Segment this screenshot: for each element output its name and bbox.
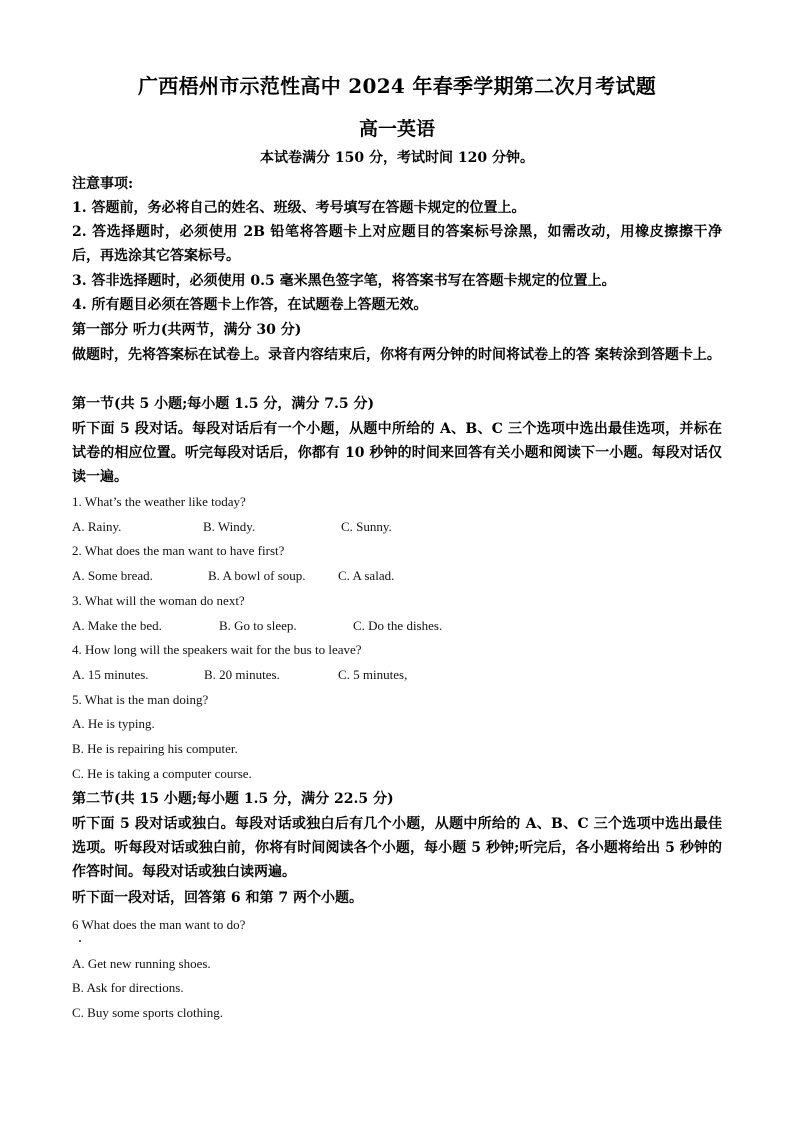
question-6-option-c: C. Buy some sports clothing. [72,1005,223,1020]
notes-item-1: 1. 答题前，务必将自己的姓名、班级、考号填写在答题卡规定的位置上。 [72,200,526,216]
part1-intro: 做题时，先将答案标在试卷上。录音内容结束后，你将有两分钟的时间将试卷上的答 案转涂到答题卡上。 [72,347,721,363]
question-5-option-b: B. He is repairing his computer. [72,741,238,756]
section2-intro: 听下面 5 段对话或独白。每段对话或独白后有几个小题，从题中所给的 A、B、C 三个选项中选出最佳选项。听每段对话或独白前，你将有时间阅读各个小题，每小题 5 秒钟;听完后，各小题将给出 5 秒钟的作答时间。每段对话或独白读两遍。 [72,816,722,880]
section1-intro: 听下面 5 段对话。每段对话后有一个小题，从题中所给的 A、B、C 三个选项中选出最佳选项，并标在试卷的相应位置。听完每段对话后，你都有 10 秒钟的时间来回答有关小题和阅读下一小题。每段对话仅读一遍。 [72,421,722,485]
question-3-stem: 3. What will the woman do next? [72,593,245,608]
question-2-option-c: C. A salad. [338,568,395,583]
section1-heading: 第一节(共 5 小题;每小题 1.5 分，满分 7.5 分) [72,396,375,412]
question-1-option-b: B. Windy. [203,519,256,534]
question-3-option-c: C. Do the dishes. [353,618,443,633]
question-3-option-b: B. Go to sleep. [219,618,297,633]
question-4-option-b: B. 20 minutes. [204,667,280,682]
exam-info: 本试卷满分 150 分，考试时间 120 分钟。 [260,150,534,166]
question-4-option-a: A. 15 minutes. [72,667,149,682]
question-6-stem: 6 What does the man want to do? [72,917,246,932]
question-6-option-a: A. Get new running shoes. [72,956,211,971]
question-6-option-b: B. Ask for directions. [72,980,184,995]
stray-dot [79,940,81,942]
question-2-stem: 2. What does the man want to have first? [72,543,285,558]
notes-item-3: 3. 答非选择题时，必须使用 0.5 毫米黑色签字笔，将答案书写在答题卡规定的位置上。 [72,273,616,289]
question-4-stem: 4. How long will the speakers wait for the bus to leave? [72,642,362,657]
notes-item-4: 4. 所有题目必须在答题卡上作答，在试题卷上答题无效。 [72,297,428,313]
question-1-stem: 1. What’s the weather like today? [72,494,246,509]
notes-item-2: 2. 答选择题时，必须使用 2B 铅笔将答题卡上对应题目的答案标号涂黑，如需改动，用橡皮擦擦干净后，再选涂其它答案标号。 [72,224,722,264]
exam-subject: 高一英语 [358,118,435,140]
question-2-option-b: B. A bowl of soup. [208,568,306,583]
question-3-option-a: A. Make the bed. [72,618,162,633]
section2-heading: 第二节(共 15 小题;每小题 1.5 分，满分 22.5 分) [72,791,394,807]
question-4-option-c: C. 5 minutes, [338,667,408,682]
section2-instruction: 听下面一段对话，回答第 6 和第 7 两个小题。 [72,890,363,906]
question-5-option-a: A. He is typing. [72,716,155,731]
question-2-option-a: A. Some bread. [72,568,153,583]
question-5-stem: 5. What is the man doing? [72,692,209,707]
question-5-option-c: C. He is taking a computer course. [72,766,252,781]
exam-title: 广西梧州市示范性高中 2024 年春季学期第二次月考试题 [138,74,656,98]
question-1-option-a: A. Rainy. [72,519,122,534]
part1-heading: 第一部分 听力(共两节，满分 30 分) [72,322,302,338]
question-1-option-c: C. Sunny. [341,519,392,534]
notes-heading: 注意事项: [72,176,134,192]
